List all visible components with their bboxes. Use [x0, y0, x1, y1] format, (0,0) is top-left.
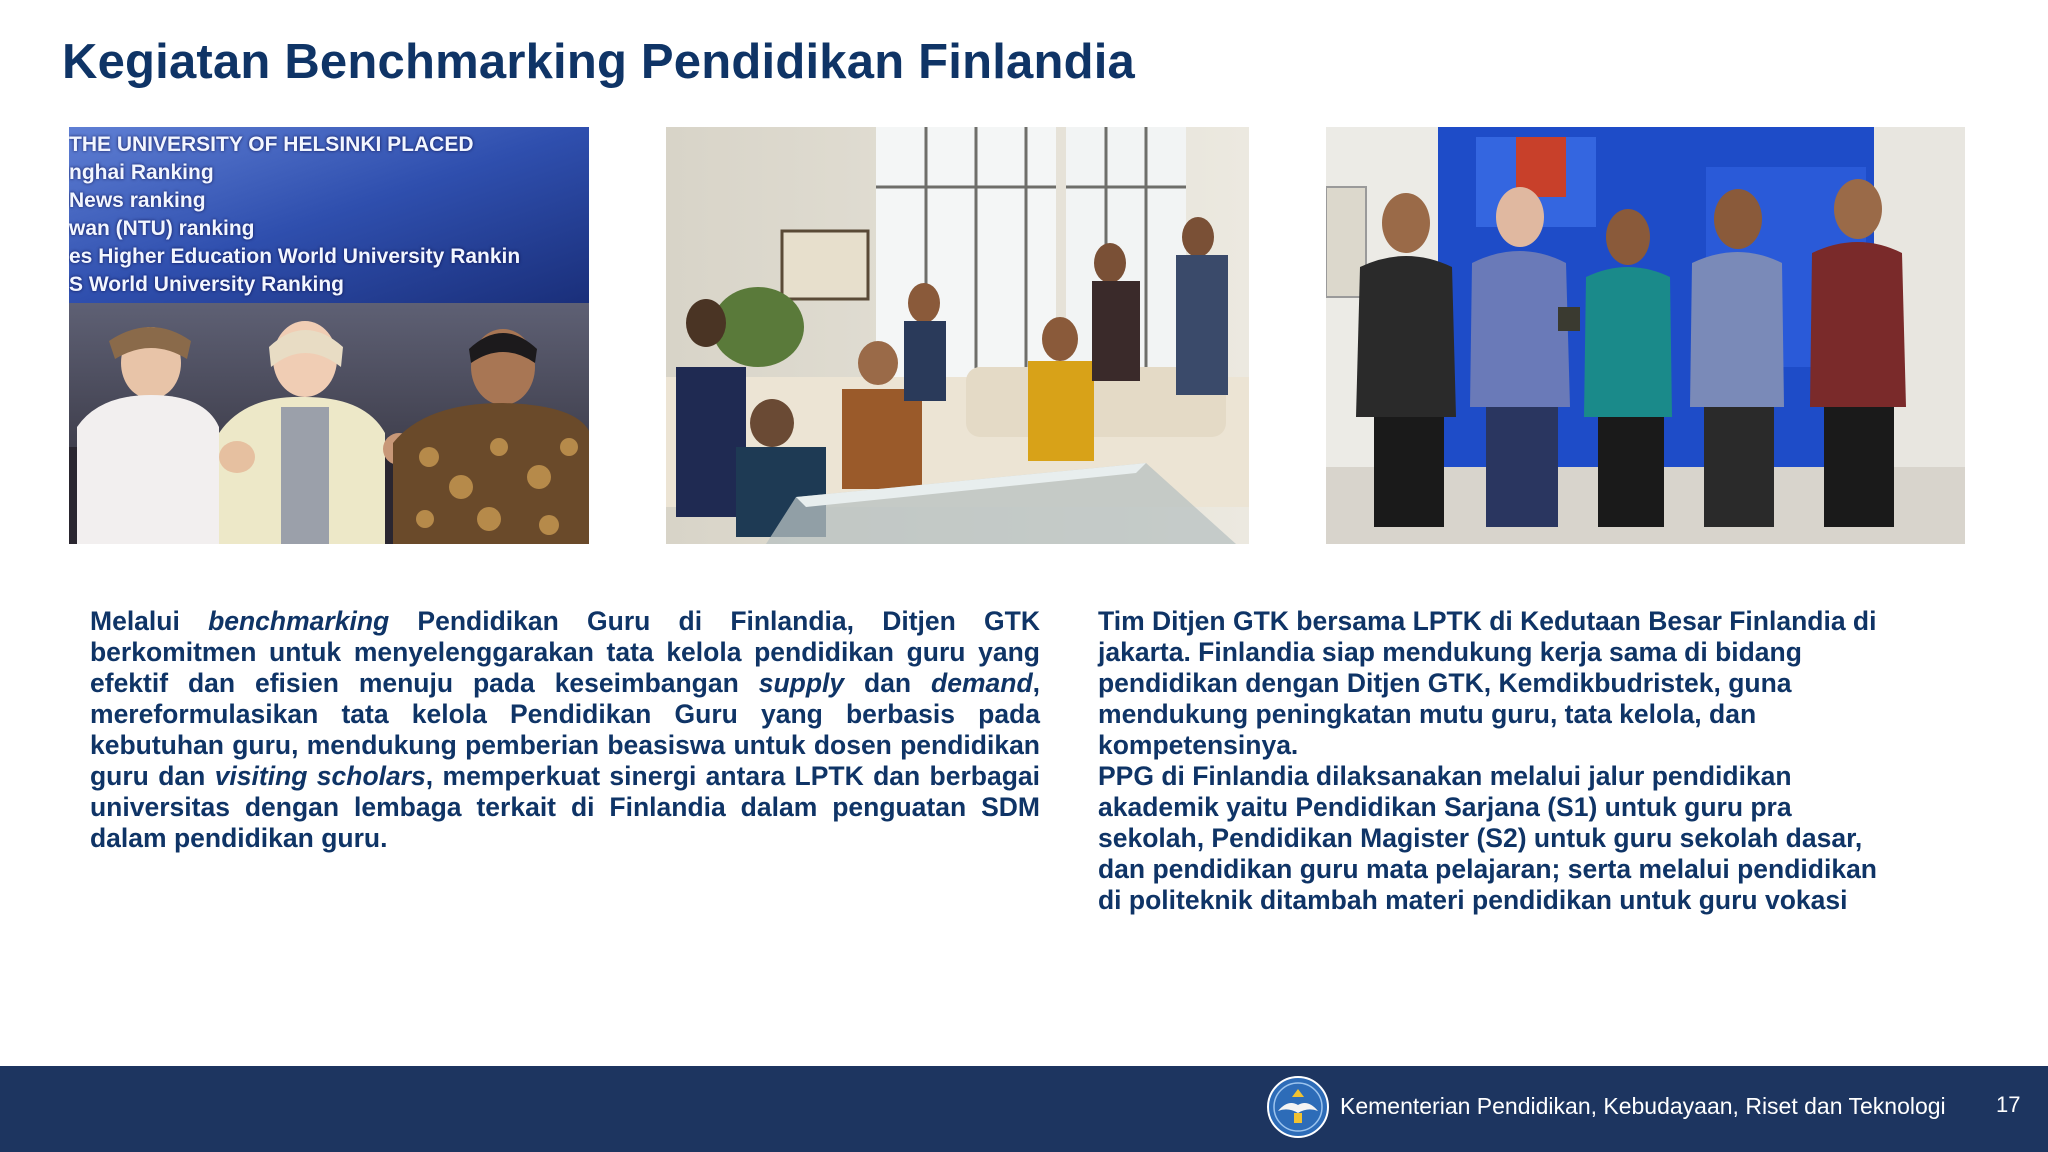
embassy-line: jakarta. Finlandia siap mendukung kerja sama di bidang — [1098, 637, 1802, 667]
text-segment: , memperkuat sinergi antara LPTK dan berbagai universitas dengan lembaga terkait di Finlandia dalam penguatan SDM dalam pendidikan guru. — [90, 761, 1040, 853]
helsinki-ranking-photo — [69, 127, 589, 544]
ranking-banner-line: S World University Ranking — [69, 273, 344, 296]
ministry-name: Kementerian Pendidikan, Kebudayaan, Riset dan Teknologi — [1340, 1093, 1946, 1119]
ranking-banner-line: wan (NTU) ranking — [69, 217, 255, 240]
page-number: 17 — [1996, 1092, 2021, 1117]
embassy-line: pendidikan dengan Ditjen GTK, Kemdikbudristek, guna — [1098, 668, 1792, 698]
text-segment-italic: benchmarking — [208, 606, 390, 636]
benchmarking-paragraph — [90, 606, 1040, 854]
text-segment: , mereformulasikan tata kelola Pendidikan Guru yang berbasis pada kebutuhan guru, mendukung pemberian beasiswa untuk dosen pendidikan guru dan — [90, 668, 1041, 791]
ranking-banner-line: News ranking — [69, 189, 206, 212]
slide-title: Kegiatan Benchmarking Pendidikan Finlandia — [62, 35, 1136, 89]
tut-wuri-handayani-logo-icon — [1266, 1075, 1330, 1139]
ranking-banner-line: nghai Ranking — [69, 161, 214, 184]
text-segment-italic: demand — [931, 668, 1033, 698]
lounge-meeting-photo-image — [666, 127, 1249, 544]
embassy-line: kompetensinya. — [1098, 730, 1299, 760]
text-segment-italic: visiting scholars — [214, 761, 426, 791]
text-segment: Melalui — [90, 606, 209, 636]
ranking-banner-line: es Higher Education World University Rankin — [69, 245, 521, 268]
text-segment: dan — [844, 668, 932, 698]
ppg-line: PPG di Finlandia dilaksanakan melalui jalur pendidikan — [1098, 761, 1792, 791]
text-segment: Pendidikan Guru di Finlandia, Ditjen GTK berkomitmen untuk menyelenggarakan tata kelola pendidikan guru yang efektif dan efisien menuju pada keseimbangan — [90, 606, 1040, 698]
ranking-banner-line: THE UNIVERSITY OF HELSINKI PLACED — [69, 133, 474, 156]
text-segment-italic: supply — [758, 668, 845, 698]
ppg-line: dan pendidikan guru mata pelajaran; serta melalui pendidikan — [1098, 854, 1877, 884]
ppg-line: akademik yaitu Pendidikan Sarjana (S1) untuk guru pra — [1098, 792, 1792, 822]
embassy-group-photo — [1326, 127, 1965, 544]
embassy-group-photo-image — [1326, 127, 1965, 544]
ranking-banner-text — [69, 131, 589, 299]
embassy-line: mendukung peningkatan mutu guru, tata kelola, dan — [1098, 699, 1757, 729]
lounge-meeting-photo — [666, 127, 1249, 544]
ppg-line: sekolah, Pendidikan Magister (S2) untuk guru sekolah dasar, — [1098, 823, 1863, 853]
benchmarking-description — [90, 606, 1040, 854]
embassy-description — [1098, 606, 1978, 916]
embassy-line: Tim Ditjen GTK bersama LPTK di Kedutaan Besar Finlandia di — [1098, 606, 1877, 636]
ppg-line: di politeknik ditambah materi pendidikan untuk guru vokasi — [1098, 885, 1848, 915]
